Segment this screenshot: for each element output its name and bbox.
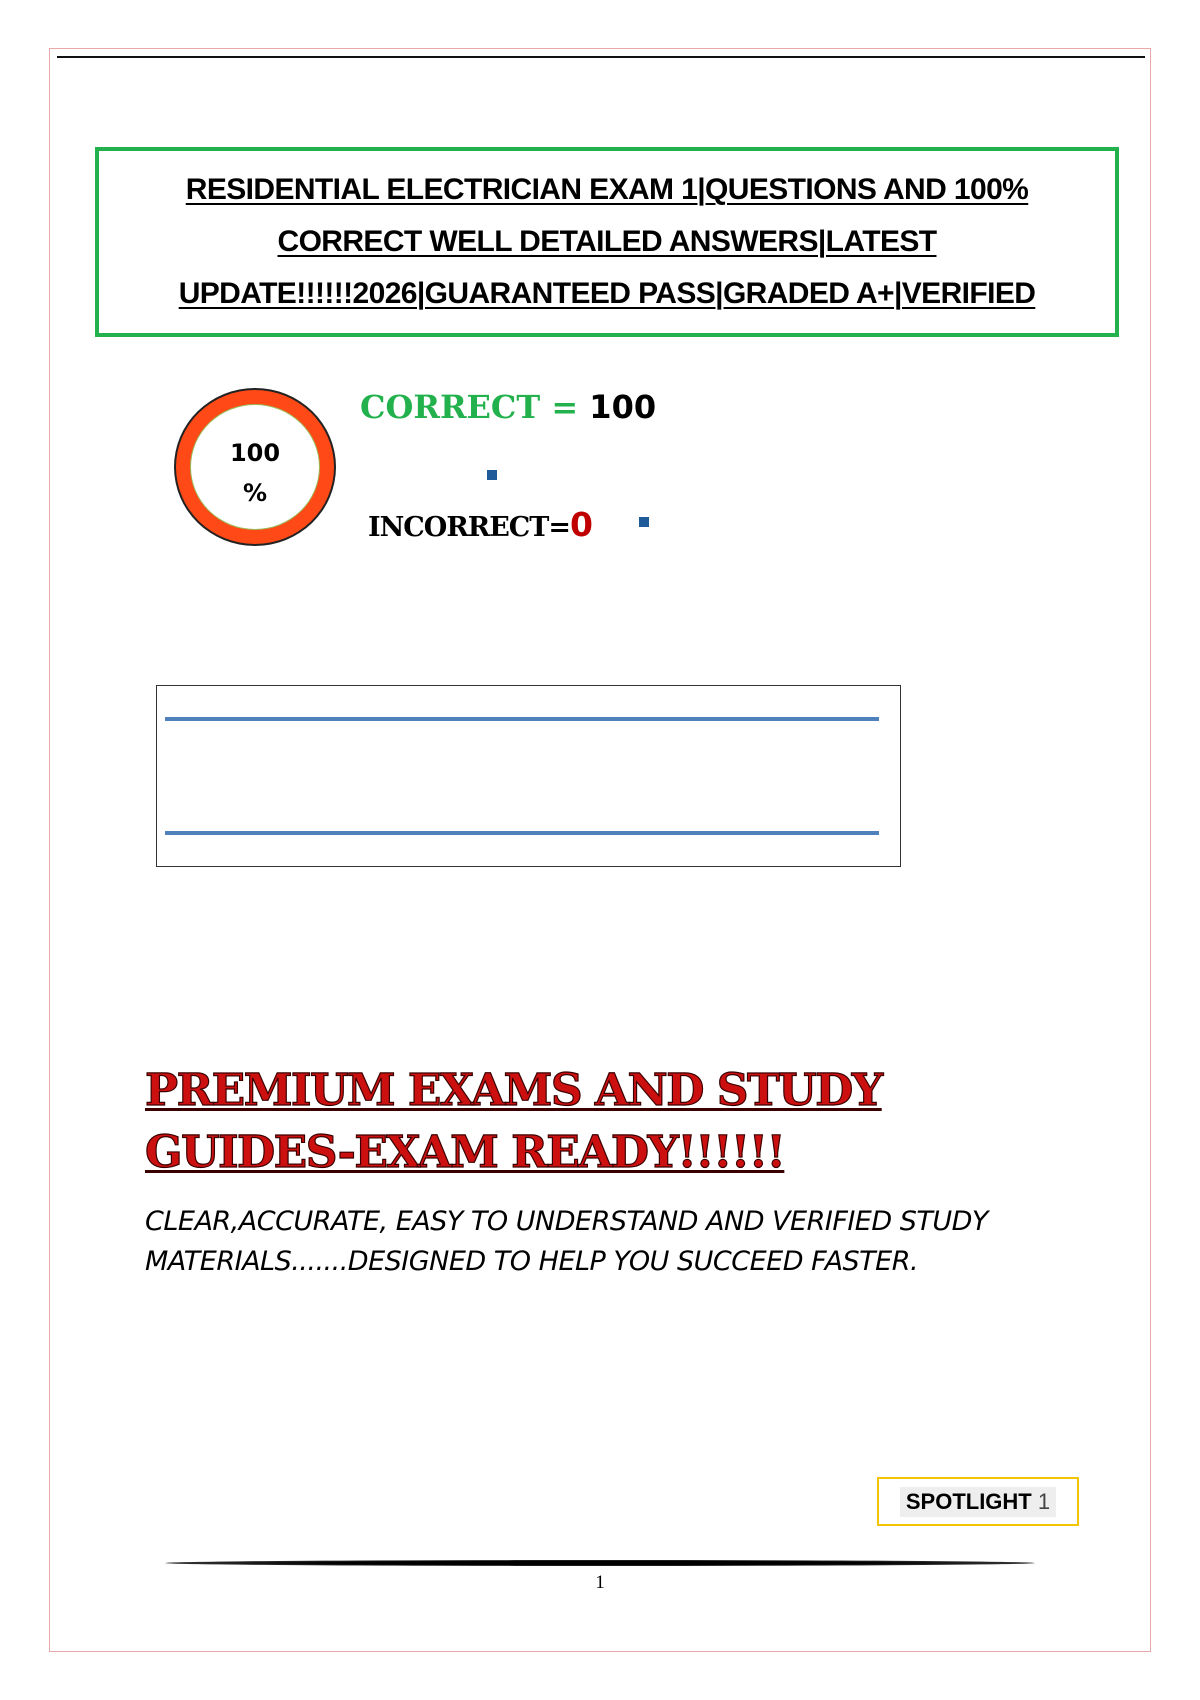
- incorrect-value: 0: [569, 505, 592, 544]
- page-number: 1: [595, 1572, 605, 1593]
- blank-box: [156, 685, 901, 867]
- incorrect-row: [368, 505, 592, 544]
- document-title: RESIDENTIAL ELECTRICIAN EXAM 1|QUESTIONS AND 100% CORRECT WELL DETAILED ANSWERS|LATEST UPDATE!!!!!!2026|GUARANTEED PASS|GRADED A+|VERIFIED: [178, 173, 1036, 310]
- score-ring-inner: [190, 404, 320, 530]
- spotlight-inner: [900, 1487, 1056, 1517]
- spotlight-number: 1: [1037, 1488, 1051, 1514]
- bullet-marker: [487, 470, 497, 480]
- correct-row: [360, 388, 656, 426]
- header-rule: [57, 56, 1145, 58]
- correct-equals: =: [540, 388, 590, 426]
- correct-label: CORRECT: [360, 388, 541, 426]
- blank-line-top: [165, 717, 879, 721]
- bullet-marker: [639, 517, 649, 527]
- spotlight-label: SPOTLIGHT: [905, 1488, 1032, 1514]
- incorrect-label: INCORRECT=: [368, 512, 570, 543]
- score-value: 100: [229, 439, 281, 467]
- spotlight-badge: [877, 1477, 1079, 1526]
- promo-subtext: CLEAR,ACCURATE, EASY TO UNDERSTAND AND VERIFIED STUDY MATERIALS.......DESIGNED TO HELP YOU SUCCEED FASTER.: [145, 1206, 988, 1277]
- promo-heading: PREMIUM EXAMS AND STUDY GUIDES-EXAM READY!!!!!!: [145, 1065, 882, 1178]
- correct-value: 100: [589, 388, 657, 426]
- footer-rule: [165, 1560, 1035, 1566]
- blank-line-bottom: [165, 831, 879, 835]
- title-box: [95, 147, 1119, 337]
- score-unit: %: [242, 479, 268, 507]
- score-ring: [174, 388, 336, 546]
